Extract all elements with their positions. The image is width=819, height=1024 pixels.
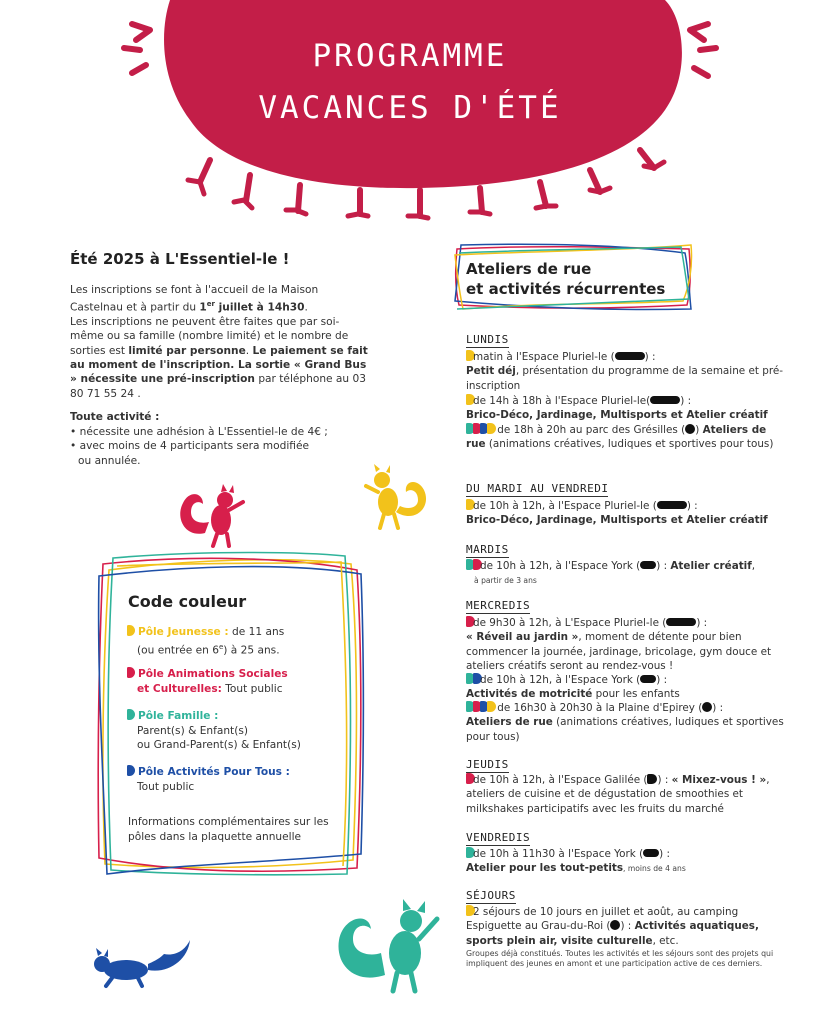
squirrel-red-icon: [175, 478, 250, 550]
entry-mer1-b: ) :: [696, 617, 708, 629]
galilee-symbol-icon: [647, 774, 657, 784]
entry-mer2-c: Activités de motricité: [466, 688, 593, 701]
pole-sociales-name2: et Culturelles:: [137, 682, 222, 695]
entry-mv-a: de 10h à 12h, à l'Espace Pluriel-le (: [473, 500, 657, 512]
intro-p1-a: Les inscriptions se font à l'accueil de la Maison Castelnau et à partir du: [70, 284, 319, 314]
entry-mardi-a: de 10h à 12h, à l'Espace York (: [480, 560, 641, 572]
entry-mer1-c: « Réveil au jardin »: [466, 631, 579, 644]
entry-sej-b: ) :: [620, 920, 635, 933]
rules-heading: Toute activité :: [70, 411, 160, 423]
york-symbol-icon: [640, 561, 656, 569]
entry-jeudi: [466, 773, 786, 816]
pole-tous-name: Pôle Activités Pour Tous :: [138, 766, 290, 778]
entry-mardi-d: ,: [751, 560, 756, 572]
entry-mer2-b: ) :: [656, 674, 668, 686]
gresilles-symbol-icon: [685, 424, 695, 434]
entry-mercredi-1: [466, 616, 786, 673]
pole-famille-marker-icon: [127, 709, 135, 720]
entry-jeudi-a: de 10h à 12h, à l'Espace Galilée (: [473, 774, 648, 786]
pole-sociales: [127, 667, 357, 696]
intro-p1-d: .: [304, 301, 308, 314]
pole-jeunesse-desc1: de 11 ans: [228, 626, 285, 638]
pole-famille-desc2: ou Grand-Parent(s) & Enfant(s): [137, 739, 301, 751]
intro-p2-e: par téléphone au 03 80 71 55 24 .: [70, 373, 366, 400]
intro-text: [70, 283, 370, 401]
entry-mv-c: Brico-Déco, Jardinage, Multisports et Atelier créatif: [466, 514, 768, 527]
day-mercredis: MERCREDIS: [466, 599, 531, 612]
entry-lundi-1-d: , présentation du programme de la semaine et pré-inscription: [466, 365, 784, 392]
day-mardis: MARDIS: [466, 543, 509, 556]
pluriel-symbol-icon: [666, 618, 696, 626]
pole-jeunesse-sup: e: [218, 642, 224, 651]
pluriel-symbol-icon: [615, 352, 645, 360]
entry-lundi-3-c: Ateliers de rue: [466, 424, 767, 451]
day-mardi-vendredi: DU MARDI AU VENDREDI: [466, 482, 609, 495]
rules-item-3: ou annulée.: [78, 454, 141, 467]
intro-heading: Été 2025 à L'Essentiel-le !: [70, 250, 290, 268]
pole-famille-name: Pôle Famille :: [138, 710, 219, 722]
squirrel-yellow-icon: [360, 462, 432, 532]
pluriel-symbol-icon: [650, 396, 680, 404]
entry-ven-a: de 10h à 11h30 à l'Espace York (: [473, 848, 644, 860]
entry-lundi-2-a: de 14h à 18h à l'Espace Pluriel-le(: [473, 395, 651, 407]
entry-sej-c: Activités aquatiques, sports plein air, visite culturelle: [466, 920, 759, 947]
entry-mardi: [466, 559, 786, 589]
york-symbol-icon: [643, 849, 659, 857]
entry-mardi-vendredi: [466, 499, 786, 528]
intro-p1-sup: er: [206, 300, 215, 309]
pluriel-symbol-icon: [657, 501, 687, 509]
entry-vendredi: [466, 847, 786, 877]
code-couleur-info: Informations complémentaires sur les pôles dans la plaquette annuelle: [128, 816, 329, 843]
code-couleur-title: Code couleur: [128, 592, 247, 611]
entry-lundi-3: [466, 423, 786, 452]
entry-mercredi-3: [466, 701, 786, 744]
title-line2: VACANCES D'ÉTÉ: [258, 90, 562, 126]
ateliers-title: [466, 259, 665, 299]
intro-p2-d: Le paiement se fait au moment de l'inscription. La sortie « Grand Bus » nécessite une pré-inscription: [70, 344, 368, 386]
entry-mv-b: ) :: [686, 500, 698, 512]
entry-ven-c: Atelier pour les tout-petits: [466, 862, 624, 875]
epirey-symbol-icon: [702, 702, 712, 712]
entry-mer2-a: de 10h à 12h, à l'Espace York (: [480, 674, 641, 686]
entry-jeudi-c: « Mixez-vous ! »: [671, 774, 767, 786]
ateliers-title-line2: et activités récurrentes: [466, 280, 666, 298]
pole-jeunesse-name: Pôle Jeunesse :: [138, 626, 229, 638]
intro-p1-c: juillet à 14h30: [214, 301, 305, 314]
entry-lundi-3-a: de 18h à 20h au parc des Grésilles (: [494, 424, 686, 436]
york-symbol-icon: [640, 675, 656, 683]
squirrel-green-icon: [335, 895, 445, 995]
pole-jeunesse-marker-icon: [127, 625, 135, 636]
entry-mer1-d: , moment de détente pour bien commencer la journée, jardinage, bricolage, gym douce et ateliers créatifs seront au rendez-vous !: [466, 631, 772, 672]
entry-sej-a: 2 séjours de 10 jours en juillet et août, au camping Espiguette au Grau-du-Roi (: [466, 906, 739, 933]
title-line1: PROGRAMME: [312, 38, 508, 74]
rules-item-2: • avec moins de 4 participants sera modifiée: [70, 440, 309, 452]
pole-tous-marker-icon: [127, 765, 135, 776]
entry-lundi-1: [466, 350, 786, 393]
entry-lundi-2-c: Brico-Déco, Jardinage, Multisports et Atelier créatif: [466, 409, 768, 422]
intro-p2-b: limité par personne: [128, 344, 246, 357]
rules: [70, 410, 360, 468]
entry-mer2-d: pour les enfants: [592, 688, 680, 701]
entry-lundi-1-b: ) :: [644, 351, 656, 363]
entry-jeudi-d: , ateliers de cuisine et de dégustation de smoothies et milkshakes participatifs avec les fruits du marché: [466, 774, 770, 815]
entry-ven-d: , moins de 4 ans: [623, 864, 686, 874]
entry-lundi-2: [466, 394, 786, 423]
pole-tous: [127, 765, 357, 794]
entry-mardi-b: ) :: [656, 560, 671, 572]
day-vendredis: VENDREDIS: [466, 831, 531, 844]
entry-sejours: [466, 905, 786, 969]
ateliers-title-line1: Ateliers de rue: [466, 260, 592, 278]
pole-sociales-name: Pôle Animations Sociales: [138, 668, 288, 680]
entry-lundi-2-b: ) :: [680, 395, 692, 407]
entry-mer3-a: de 16h30 à 20h30 à la Plaine d'Epirey (: [494, 702, 703, 714]
entry-lundi-3-b: ): [695, 424, 703, 436]
entry-lundi-1-a: matin à l'Espace Pluriel-le (: [473, 351, 615, 363]
day-jeudis: JEUDIS: [466, 758, 509, 771]
pole-jeunesse-desc3: ) à 25 ans.: [223, 644, 280, 657]
entry-sej-d: , etc.: [652, 934, 679, 947]
pole-famille: [127, 709, 357, 753]
day-sejours: SÉJOURS: [466, 889, 516, 902]
day-lundis: LUNDIS: [466, 333, 509, 346]
pole-tous-desc1: Tout public: [137, 780, 195, 793]
entry-mardi-e: à partir de 3 ans: [474, 576, 537, 586]
entry-jeudi-b: ) :: [657, 774, 672, 786]
squirrel-blue-icon: [88, 930, 198, 990]
entry-lundi-3-d: (animations créatives, ludiques et sportives pour tous): [485, 438, 774, 451]
pole-jeunesse-desc2: (ou entrée en 6: [137, 644, 219, 657]
camping-symbol-icon: [610, 920, 620, 930]
entry-mer3-d: (animations créatives, ludiques et sportives pour tous): [466, 716, 784, 743]
rules-item-1: • nécessite une adhésion à L'Essentiel-le de 4€ ;: [70, 425, 328, 438]
intro-p1-b: 1: [199, 301, 207, 314]
pole-sociales-marker-icon: [127, 667, 135, 678]
pole-sociales-desc1: Tout public: [221, 682, 283, 695]
entry-ven-b: ) :: [659, 848, 670, 860]
entry-sej-note: Groupes déjà constitués. Toutes les activités et les séjours sont des projets qui impliquent des jeunes en amont et une participation active de ces derniers.: [466, 948, 774, 968]
entry-mercredi-2: [466, 673, 786, 702]
entry-mer1-a: de 9h30 à 12h, à L'Espace Pluriel-le (: [473, 617, 667, 629]
intro-p2-c: .: [245, 344, 253, 357]
intro-p2-a: Les inscriptions ne peuvent être faites que par soi-même ou sa famille (nombre limité) et le nombre de sorties est: [70, 316, 349, 357]
entry-mer3-c: Ateliers de rue: [466, 716, 553, 729]
entry-mardi-c: Atelier créatif: [670, 560, 752, 572]
entry-mer3-b: ) :: [712, 702, 724, 714]
pole-jeunesse: [127, 625, 357, 658]
entry-lundi-1-c: Petit déj: [466, 365, 516, 378]
pole-famille-desc1: Parent(s) & Enfant(s): [137, 724, 248, 737]
